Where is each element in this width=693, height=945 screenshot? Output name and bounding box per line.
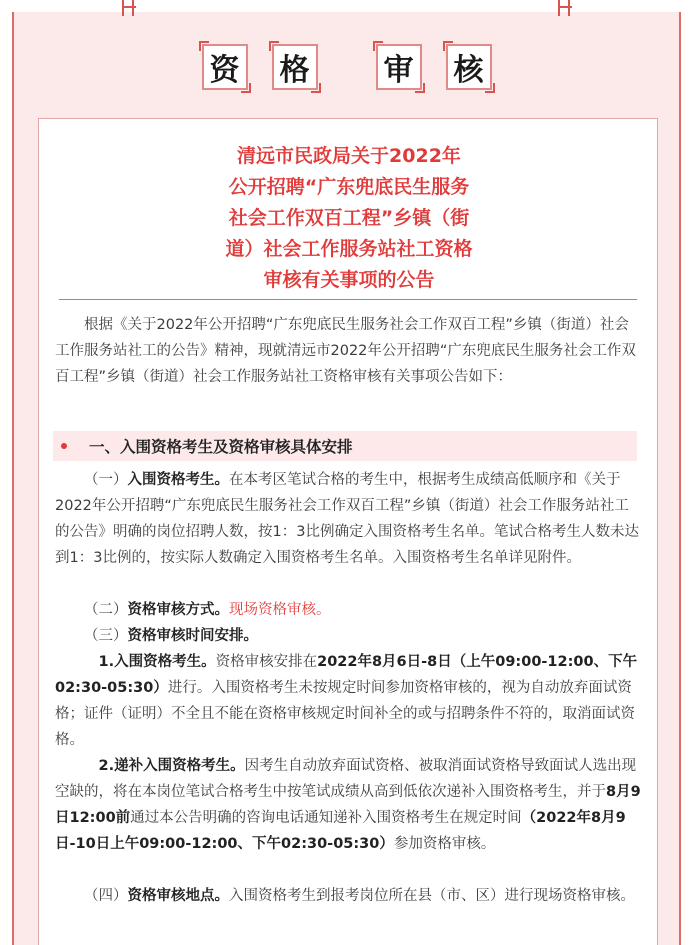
banner-char: 核 xyxy=(446,44,492,90)
paragraph-schedule-1: 1.入围资格考生。资格审核安排在2022年8月6日-8日（上午09:00-12:00、下午02:30-05:30）进行。入围资格考生未按规定时间参加资格审核的，视为自动放弃面试资格；证件（证明）不全且不能在资格审核规定时间补全的或与招聘条件不符的，取消面试资格。 xyxy=(55,654,638,748)
banner-char: 审 xyxy=(376,44,422,90)
banner-char: 资 xyxy=(202,44,248,90)
title-line: 道）社会工作服务站社工资格 xyxy=(225,238,473,260)
title-divider xyxy=(59,299,637,300)
bullet-dot-icon xyxy=(61,443,67,449)
paragraph-qualified-candidates: （一）入围资格考生。在本考区笔试合格的考生中，根据考生成绩高低顺序和《关于2022年公开招聘“广东兜底民生服务社会工作双百工程”乡镇（街道）社会工作服务站社工的公告》明确的岗位招聘人数，按1：3比例确定入围资格考生名单。笔试合格考生人数未达到1：3比例的，按实际人数确定入围资格考生名单。入围资格考生名单详见附件。 xyxy=(55,472,639,566)
banner-title xyxy=(0,42,693,92)
notice-card xyxy=(38,118,658,945)
title-line: 社会工作双百工程”乡镇（街 xyxy=(228,207,470,229)
title-line: 清远市民政局关于2022年 xyxy=(237,145,461,167)
paragraph-schedule-2: 2.递补入围资格考生。因考生自动放弃面试资格、被取消面试资格导致面试人选出现空缺的，将在本岗位笔试合格考生中按笔试成绩从高到低依次递补入围资格考生，并于8月9日12:00前通过本公告明确的咨询电话通知递补入围资格考生在规定时间（2022年8月9日-10日上午09:00-12:00、下午02:30-05:30）参加资格审核。 xyxy=(55,758,641,852)
paragraph-review-location: （四）资格审核地点。入围资格考生到报考岗位所在县（市、区）进行现场资格审核。 xyxy=(84,888,635,904)
paragraph-review-schedule: （三）资格审核时间安排。 xyxy=(84,628,258,644)
section-heading-text: 一、入围资格考生及资格审核具体安排 xyxy=(89,438,353,456)
top-ornament-left xyxy=(122,0,136,16)
notice-title xyxy=(61,141,637,296)
section-heading xyxy=(53,431,637,461)
paragraph-review-method: （二）资格审核方式。现场资格审核。 xyxy=(84,602,331,618)
title-line: 公开招聘“广东兜底民生服务 xyxy=(228,176,470,198)
intro-paragraph: 根据《关于2022年公开招聘“广东兜底民生服务社会工作双百工程”乡镇（街道）社会工作服务站社工的公告》精神，现就清远市2022年公开招聘“广东兜底民生服务社会工作双百工程”乡镇（街道）社会工作服务站社工资格审核有关事项公告如下： xyxy=(55,317,636,385)
banner-char: 格 xyxy=(272,44,318,90)
top-ornament-right xyxy=(558,0,572,16)
title-line: 审核有关事项的公告 xyxy=(263,269,435,291)
